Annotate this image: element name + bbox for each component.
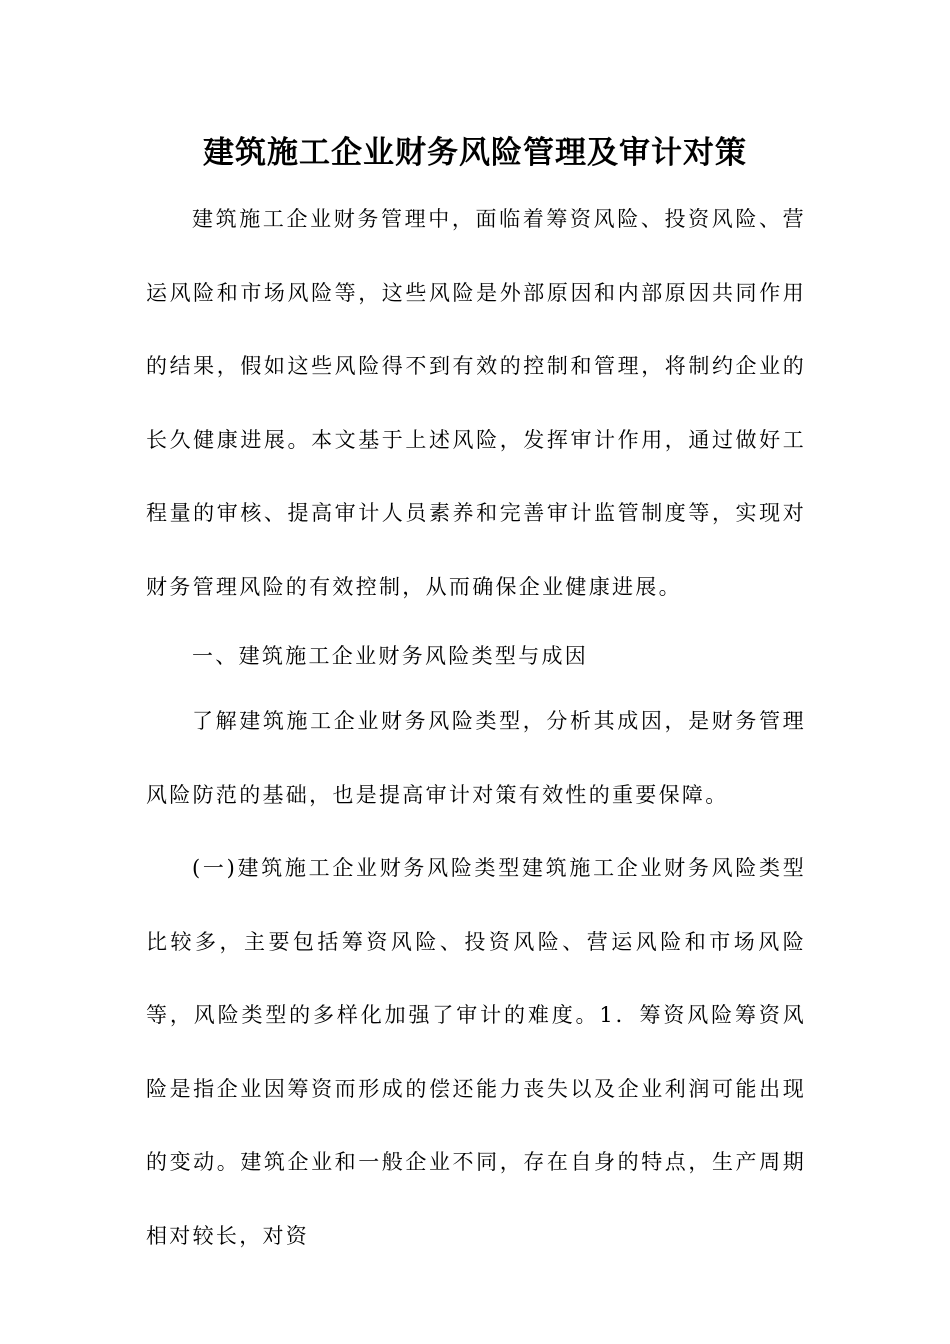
document-title: 建筑施工企业财务风险管理及审计对策 [203, 135, 747, 171]
document-body [146, 183, 806, 1273]
paragraph-abstract: 建筑施工企业财务管理中，面临着筹资风险、投资风险、营运风险和市场风险等，这些风险是外部原因和内部原因共同作用的结果，假如这些风险得不到有效的控制和管理，将制约企业的长久健康进展。本文基于上述风险，发挥审计作用，通过做好工程量的审核、提高审计人员素养和完善审计监管制度等，实现对财务管理风险的有效控制，从而确保企业健康进展。 [146, 207, 806, 599]
paragraph-risk-types: (一)建筑施工企业财务风险类型建筑施工企业财务风险类型比较多，主要包括筹资风险、投资风险、营运风险和市场风险等，风险类型的多样化加强了审计的难度。1．筹资风险筹资风险是指企业因筹资而形成的偿还能力丧失以及企业利润可能出现的变动。建筑企业和一般企业不同，存在自身的特点，生产周期相对较长，对资 [146, 856, 806, 1248]
paragraph-intro: 了解建筑施工企业财务风险类型，分析其成因，是财务管理风险防范的基础，也是提高审计对策有效性的重要保障。 [146, 709, 806, 807]
section-heading-1: 一、建筑施工企业财务风险类型与成因 [192, 644, 589, 668]
